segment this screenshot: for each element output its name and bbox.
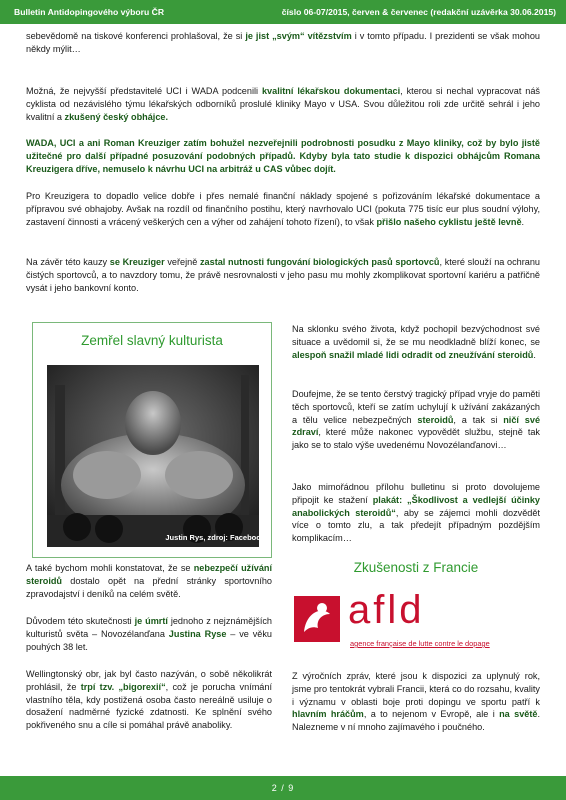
paragraph: Doufejme, že se tento čerstvý tragický případ vryje do paměti těch sportovců, kteří se zatím uchylují k užívání zakázaných a tělu velice nebezpečných steroidů, a tak si ničí své zdraví, které může nakonec vypovědět službu, stejně tak jako se to stalo výše uvedenému Novozélanďanovi… bbox=[292, 389, 541, 451]
photo-caption: Justin Rys, zdroj: Facebook bbox=[165, 533, 265, 542]
article-box bbox=[32, 322, 272, 558]
paragraph: Důvodem této skutečnosti je úmrtí jednoho z nejznámějších kulturistů světa – Novozélanďana Justina Ryse – ve věku pouhých 38 let. bbox=[26, 616, 272, 652]
paragraph: Jako mimořádnou přílohu bulletinu si proto dovolujeme připojit ke stažení plakát: „Škodlivost a vedlejší účinky anabolických steroidů“, aby se zájemci mohli dozvědět více o tomto zlu, a tak předejít případným pozdějším komplikacím… bbox=[292, 482, 540, 544]
paragraph: Na závěr této kauzy se Kreuziger veřejně zastal nutnosti fungování biologických pasů sportovců, které slouží na ochranu čistých sportovců, a to navzdory tomu, že právě nesrovnalosti v jeho pasu mu mohly zkomplikovat sportovní kariéru a patřičně vysát i jeho bankovní konto. bbox=[26, 257, 540, 293]
section-title: Zkušenosti z Francie bbox=[353, 560, 479, 575]
paragraph: Z výročních zpráv, které jsou k dispozici za uplynulý rok, jsme pro tentokrát vybrali Francii, která co do rozsahu, kvality i významu v oblasti boje proti dopingu ve sportu patří k hlavním hráčům, a to nejenom v Evropě, ale i na světě. Nalezneme v ní mnoho zajímavého i poučného. bbox=[292, 671, 540, 733]
paragraph: Wellingtonský obr, jak byl často nazýván, o sobě několikrát prohlásil, že trpí tzv. „bigorexií“, což je porucha vnímání vlastního těla, kdy postižená osoba často nereálně usiluje o dosažení nadměrné fyzické zdatnosti. Ke splnění svého pokřiveného snu a cíle si pomáhal právě anaboliky. bbox=[26, 669, 272, 731]
logo-wordmark: afld bbox=[348, 588, 425, 632]
bodybuilder-photo bbox=[47, 365, 259, 547]
paragraph: A také bychom mohli konstatovat, že se nebezpečí užívání steroidů dostalo opět na přední stránky sportovního zpravodajství i deníků na celém světě. bbox=[26, 563, 273, 599]
bulletin-title: Bulletin Antidopingového výboru ČR bbox=[14, 7, 165, 17]
logo-subtitle: agence française de lutte contre le dopage bbox=[350, 639, 490, 648]
paragraph: sebevědomě na tiskové konferenci prohlašoval, že si je jist „svým“ vítězstvím i v tomto případu. I prezidenti se však mohou někdy mýlit… bbox=[26, 31, 540, 54]
paragraph-bold: WADA, UCI a ani Roman Kreuziger zatím bohužel nezveřejnili podrobnosti posudku z Mayo kliniky, což by bylo jistě užitečné pro další případné posuzování podobných případů. Kdyby byla tato studie k dispozici obhájcům Romana Kreuzigera dříve, nemuselo k návrhu UCI na arbitráž u CAS vůbec dojít. bbox=[26, 138, 540, 174]
paragraph: Pro Kreuzigera to dopadlo velice dobře i přes nemalé finanční náklady spojené s pořizováním lékařské dokumentace a přípravou své obhajoby. Avšak na rozdíl od finančního postihu, který navrhovalo UCI (pokuta 775 tisíc eur plus soudní výlohy, zastavení činnosti a vrácený veškerých cen a výher od zahájení tohoto řízení), to však přišlo našeho cyklistu ještě levně. bbox=[26, 191, 540, 227]
afld-logo bbox=[292, 588, 540, 656]
paragraph: Na sklonku svého života, když pochopil bezvýchodnost své situace a uvědomil si, že se mu neodkladně blíží konec, se alespoň snažil mladé lidi odradit od zneužívání steroidů. bbox=[292, 324, 540, 360]
issue-info: číslo 06-07/2015, červen & červenec (redakční uzávěrka 30.06.2015) bbox=[281, 7, 556, 17]
paragraph: Možná, že nejvyšší představitelé UCI i WADA podcenili kvalitní lékařskou dokumentaci, kterou si nechal vypracovat náš cyklista od nezávislého týmu lékařských odborníků proslulé kliniky Mayo v USA. Svou důležitou roli zde určitě sehrál i jeho kvalitní a zkušený český obhájce. bbox=[26, 86, 540, 122]
header-bar bbox=[0, 0, 566, 24]
section-title: Zemřel slavný kulturista bbox=[81, 333, 223, 348]
page-number: 2 / 9 bbox=[0, 776, 566, 800]
bodybuilder-photo-image bbox=[47, 365, 259, 547]
